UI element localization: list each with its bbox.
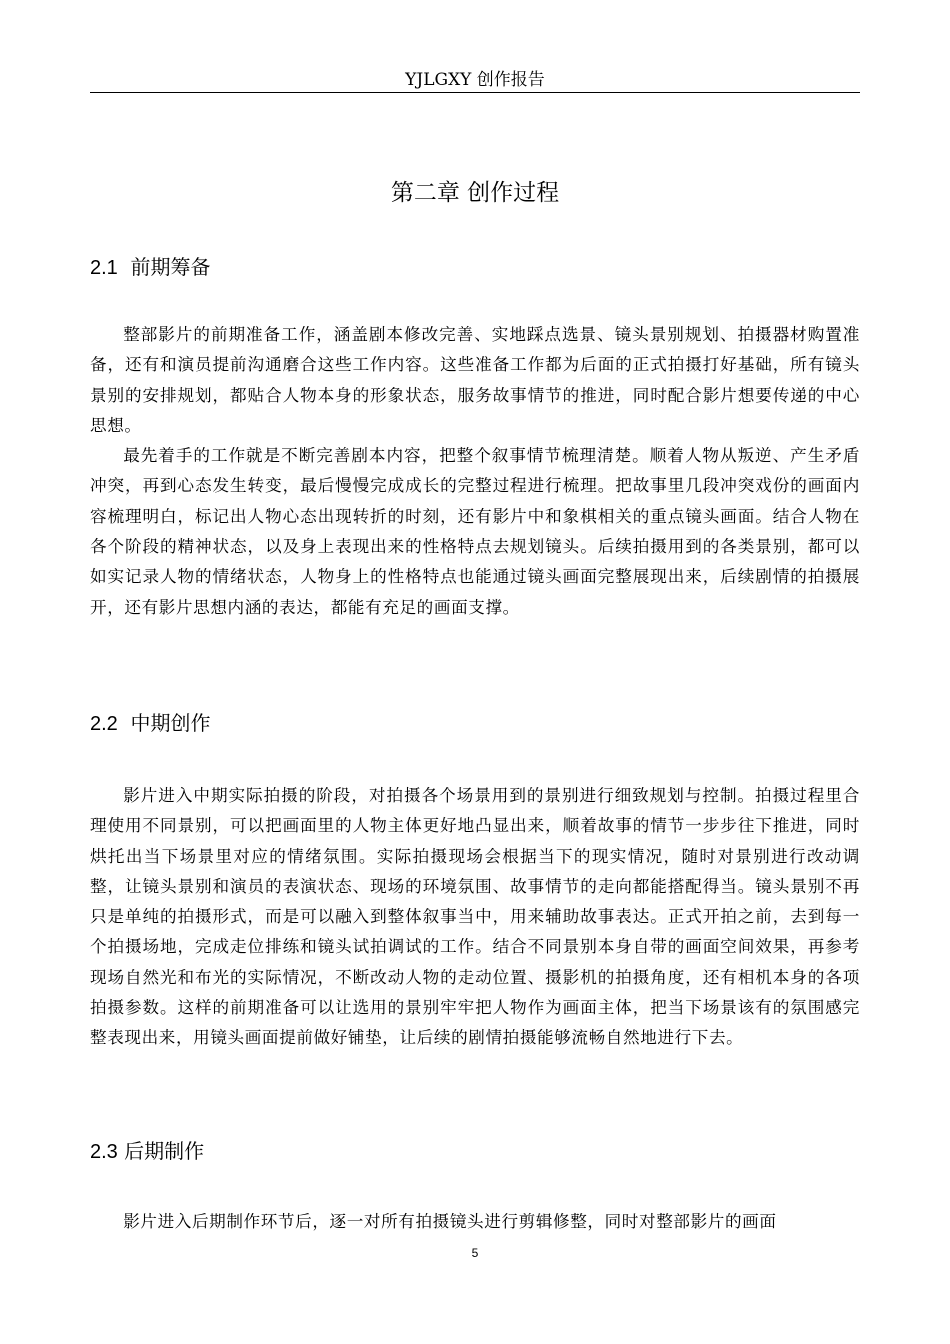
page-header: YJLGXY 创作报告 <box>405 70 545 90</box>
page-number: 5 <box>471 1246 479 1260</box>
body-paragraph: 最先着手的工作就是不断完善剧本内容，把整个叙事情节梳理清楚。顺着人物从叛逆、产生矛盾冲突，再到心态发生转变，最后慢慢完成成长的完整过程进行梳理。把故事里几段冲突戏份的画面内容梳理明白，标记出人物心态出现转折的时刻，还有影片中和象棋相关的重点镜头画面。结合人物在各个阶段的精神状态，以及身上表现出来的性格特点去规划镜头。后续拍摄用到的各类景别，都可以如实记录人物的情绪状态，人物身上的性格特点也能通过镜头画面完整展现出来，后续剧情的拍摄展开，还有影片思想内涵的表达，都能有充足的画面支撑。 <box>90 446 860 617</box>
section-body-2-2 <box>90 781 860 1054</box>
section-title: 前期筹备 <box>130 255 211 279</box>
chapter-title: 第二章 创作过程 <box>390 180 560 206</box>
section-number: 2.3 <box>90 1141 118 1163</box>
section-body-2-3 <box>90 1207 860 1237</box>
header-divider <box>90 92 860 93</box>
body-paragraph: 整部影片的前期准备工作，涵盖剧本修改完善、实地踩点选景、镜头景别规划、拍摄器材购置准备，还有和演员提前沟通磨合这些工作内容。这些准备工作都为后面的正式拍摄打好基础，所有镜头景别的安排规划，都贴合人物本身的形象状态，服务故事情节的推进，同时配合影片想要传递的中心思想。 <box>90 325 860 435</box>
section-heading-2-2 <box>90 708 860 739</box>
body-paragraph: 影片进入后期制作环节后，逐一对所有拍摄镜头进行剪辑修整，同时对整部影片的画面 <box>123 1212 777 1231</box>
section-number: 2.2 <box>90 713 118 735</box>
section-body-2-1 <box>90 320 860 623</box>
section-title: 中期创作 <box>130 711 211 735</box>
body-paragraph: 影片进入中期实际拍摄的阶段，对拍摄各个场景用到的景别进行细致规划与控制。拍摄过程里合理使用不同景别，可以把画面里的人物主体更好地凸显出来，顺着故事的情节一步步往下推进，同时烘托出当下场景里对应的情绪氛围。实际拍摄现场会根据当下的现实情况，随时对景别进行改动调整，让镜头景别和演员的表演状态、现场的环境氛围、故事情节的走向都能搭配得当。镜头景别不再只是单纯的拍摄形式，而是可以融入到整体叙事当中，用来辅助故事表达。正式开拍之前，去到每一个拍摄场地，完成走位排练和镜头试拍调试的工作。结合不同景别本身自带的画面空间效果，再参考现场自然光和布光的实际情况，不断改动人物的走动位置、摄影机的拍摄角度，还有相机本身的各项拍摄参数。这样的前期准备可以让选用的景别牢牢把人物作为画面主体，把当下场景该有的氛围感完整表现出来，用镜头画面提前做好铺垫，让后续的剧情拍摄能够流畅自然地进行下去。 <box>90 786 860 1048</box>
section-title: 后期制作 <box>124 1139 205 1163</box>
section-heading-2-1 <box>90 252 860 283</box>
section-heading-2-3 <box>90 1136 860 1167</box>
section-number: 2.1 <box>90 257 118 279</box>
